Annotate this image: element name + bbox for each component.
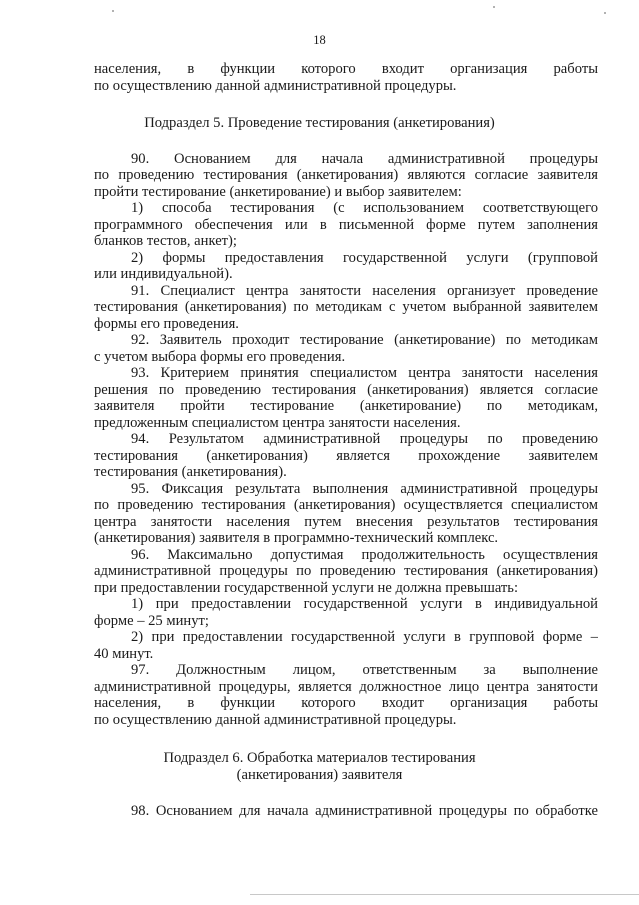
text-line: тестирования (анкетирования) по методикам с учетом выбранной заявителем [94,299,598,315]
text-line: 2) при предоставлении государственной услуги в групповой форме – [131,629,598,645]
text-line: при предоставлении государственной услуги не должна превышать: [94,580,519,596]
text-line: 93. Критерием принятия специалистом центра занятости населения [131,365,598,381]
text-line: 40 минут. [94,646,154,662]
text-line: административной процедуры по проведению тестирования (анкетирования) [94,563,598,579]
text-line: 91. Специалист центра занятости населения организует проведение [131,283,598,299]
text-line: тестирования (анкетирования). [94,464,287,480]
text-line: формы его проведения. [94,316,239,332]
text-line: по осуществлению данной административной процедуры. [94,78,457,94]
text-line: с учетом выбора формы его проведения. [94,349,346,365]
page-number: 18 [313,33,326,47]
text-line: 90. Основанием для начала административной процедуры [131,151,598,167]
text-line: предложенным специалистом центра занятости населения. [94,415,461,431]
text-line: программного обеспечения или в письменной форме путем заполнения [94,217,598,233]
scan-speck [493,6,495,8]
text-line: (анкетирования) заявителя в программно-технический комплекс. [94,530,499,546]
text-line: форме – 25 минут; [94,613,209,629]
text-line: 1) при предоставлении государственной услуги в индивидуальной [131,596,598,612]
text-line: населения, в функции которого входит организация работы [94,61,598,77]
scan-speck [604,12,606,14]
text-line: бланков тестов, анкет); [94,233,237,249]
text-line: 1) способа тестирования (с использованием соответствующего [131,200,598,216]
text-line: 98. Основанием для начала административной процедуры по обработке [131,803,598,819]
text-line: или индивидуальной). [94,266,233,282]
text-line: административной процедуры, является должностное лицо центра занятости [94,679,598,695]
text-line: по проведению тестирования (анкетирования) осуществляется специалистом [94,497,598,513]
scan-speck [112,10,114,12]
text-line: по проведению тестирования (анкетирования) являются согласие заявителя [94,167,598,183]
section-heading: Подраздел 5. Проведение тестирования (анкетирования) [144,115,495,131]
text-line: 95. Фиксация результата выполнения административной процедуры [131,481,598,497]
text-line: по осуществлению данной административной процедуры. [94,712,457,728]
text-line: 97. Должностным лицом, ответственным за выполнение [131,662,598,678]
text-line: заявителя пройти тестирование (анкетирование) по методикам, [94,398,598,414]
section-heading: (анкетирования) заявителя [236,767,403,783]
text-line: решения по проведению тестирования (анкетирования) является согласие [94,382,598,398]
section-heading: Подраздел 6. Обработка материалов тестирования [163,750,476,766]
text-line: центра занятости населения путем внесения результатов тестирования [94,514,598,530]
text-line: тестирования (анкетирования) является прохождение заявителем [94,448,598,464]
text-line: 96. Максимально допустимая продолжительность осуществления [131,547,598,563]
text-line: 92. Заявитель проходит тестирование (анкетирование) по методикам [131,332,598,348]
text-line: пройти тестирование (анкетирование) и выбор заявителем: [94,184,462,200]
text-line: 94. Результатом административной процедуры по проведению [131,431,598,447]
scan-edge-line [250,894,639,895]
text-line: 2) формы предоставления государственной услуги (групповой [131,250,598,266]
text-line: населения, в функции которого входит организация работы [94,695,598,711]
